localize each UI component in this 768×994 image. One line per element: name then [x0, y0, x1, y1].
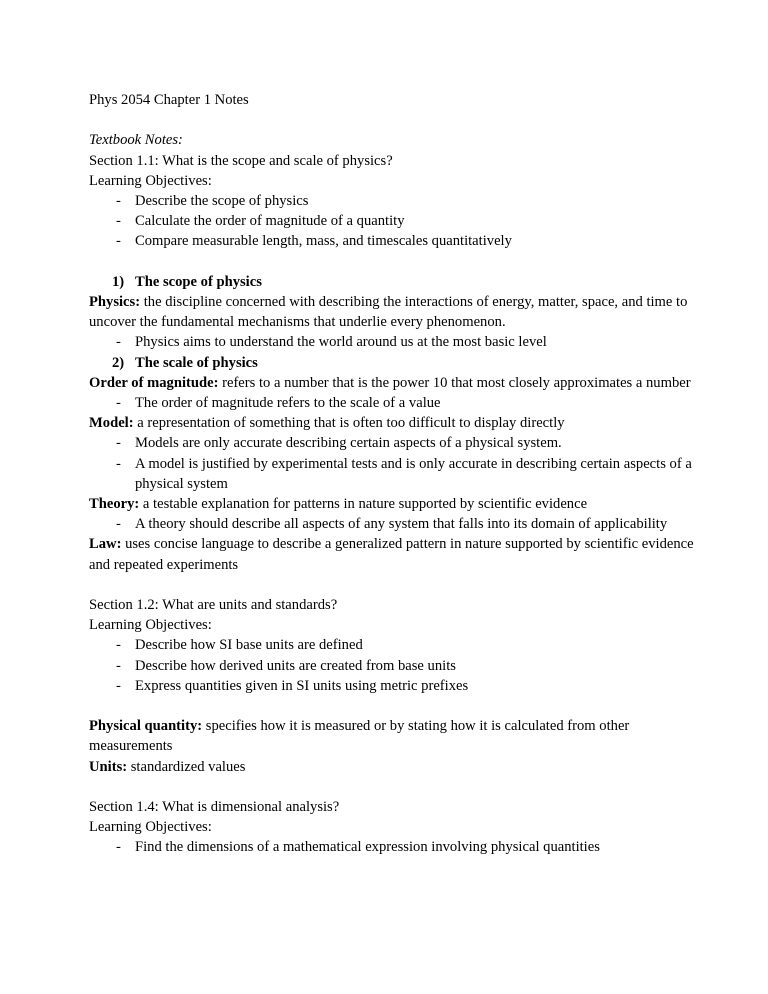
section-1-2: [89, 595, 708, 777]
definition-theory: [89, 494, 708, 514]
note-item: - A model is justified by experimental tests and is only accurate in describing certain aspects of a physical system: [89, 454, 708, 494]
learning-objectives-label: Learning Objectives:: [89, 819, 212, 836]
term: Model:: [89, 415, 134, 432]
definition-text: a representation of something that is often too difficult to display directly: [133, 415, 565, 432]
numbered-heading-scope: [89, 272, 708, 292]
section-heading: Section 1.1: What is the scope and scale of physics?: [89, 152, 393, 169]
learning-objectives-label: Learning Objectives:: [89, 172, 212, 189]
objective-item: - Describe how SI base units are defined: [89, 635, 708, 655]
textbook-notes-heading: Textbook Notes:: [89, 132, 183, 149]
objective-item: - Calculate the order of magnitude of a quantity: [89, 211, 708, 231]
list-number: 1): [112, 273, 125, 290]
numbered-heading-text: The scope of physics: [135, 273, 262, 290]
term: Physics:: [89, 294, 141, 310]
term: Law:: [89, 536, 122, 553]
section-1-4: [89, 797, 708, 858]
definition-physics: [89, 292, 708, 332]
note-item: - The order of magnitude refers to the scale of a value: [89, 393, 708, 413]
term: Order of magnitude:: [89, 374, 219, 391]
definition-order-of-magnitude: [89, 373, 708, 393]
list-number: 2): [112, 354, 125, 371]
definition-text: uses concise language to describe a generalized pattern in nature supported by scientific evidence and repeated experiments: [89, 536, 694, 573]
section-1-1: [89, 151, 708, 575]
objective-item: - Express quantities given in SI units using metric prefixes: [89, 676, 708, 696]
term: Units:: [89, 758, 128, 775]
objective-item: - Find the dimensions of a mathematical expression involving physical quantities: [89, 837, 708, 857]
definition-physical-quantity: [89, 716, 708, 756]
definition-text: refers to a number that is the power 10 that most closely approximates a number: [218, 374, 691, 391]
term: Physical quantity:: [89, 718, 203, 735]
definition-text: the discipline concerned with describing the interactions of energy, matter, space, and time to uncover the fundamental mechanisms that underlie every phenomenon.: [89, 294, 688, 331]
numbered-heading-text: The scale of physics: [135, 354, 258, 371]
section-heading: Section 1.2: What are units and standards?: [89, 597, 338, 614]
note-item: - A theory should describe all aspects of any system that falls into its domain of applicability: [89, 514, 708, 534]
definition-text: a testable explanation for patterns in nature supported by scientific evidence: [139, 496, 588, 513]
document-title: Phys 2054 Chapter 1 Notes: [89, 92, 249, 108]
definition-law: [89, 534, 708, 574]
numbered-heading-scale: [89, 353, 708, 373]
definition-model: [89, 413, 708, 433]
learning-objectives-label: Learning Objectives:: [89, 617, 212, 634]
section-heading: Section 1.4: What is dimensional analysis?: [89, 799, 340, 816]
objective-item: - Describe the scope of physics: [89, 191, 708, 211]
objective-item: - Compare measurable length, mass, and timescales quantitatively: [89, 231, 708, 251]
definition-units: [89, 757, 708, 777]
objective-item: - Describe how derived units are created from base units: [89, 656, 708, 676]
note-item: - Models are only accurate describing certain aspects of a physical system.: [89, 433, 708, 453]
definition-text: specifies how it is measured or by stating how it is calculated from other measurements: [89, 718, 630, 755]
note-item: - Physics aims to understand the world around us at the most basic level: [89, 332, 708, 352]
term: Theory:: [89, 496, 140, 513]
definition-text: standardized values: [127, 758, 246, 775]
